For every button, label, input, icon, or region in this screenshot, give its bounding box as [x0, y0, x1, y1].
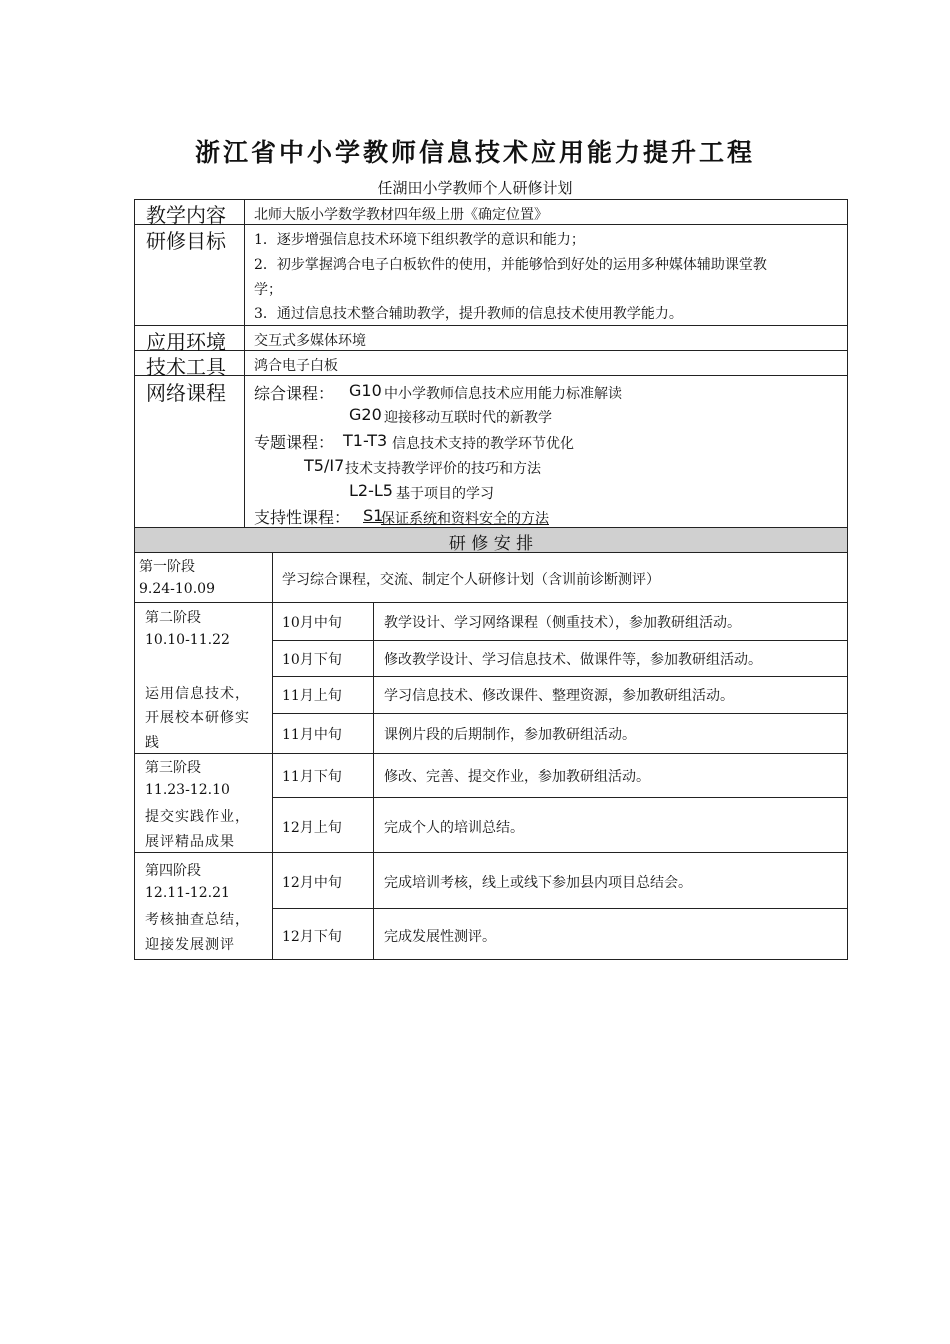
row-task: 修改教学设计、学习信息技术、做课件等，参加教研组活动。	[384, 652, 762, 668]
goal-item: 1．逐步增强信息技术环境下组织教学的意识和能力；	[254, 232, 585, 248]
document-subtitle: 任湖田小学教师个人研修计划	[377, 179, 573, 197]
stage-desc: 开展校本研修实	[145, 710, 250, 726]
course-code: T1-T3	[343, 431, 388, 450]
course-code: S1	[363, 506, 384, 525]
schedule-header: 研 修 安 排	[448, 534, 534, 554]
row-task: 教学设计、学习网络课程（侧重技术），参加教研组活动。	[384, 615, 741, 631]
goal-item: 2．初步掌握鸿合电子白板软件的使用，并能够恰到好处的运用多种媒体辅助课堂教	[254, 257, 767, 273]
stage-name: 第一阶段	[139, 559, 195, 575]
document-title: 浙江省中小学教师信息技术应用能力提升工程	[194, 138, 755, 167]
stage-dates: 11.23-12.10	[145, 782, 230, 798]
row-divider	[135, 602, 847, 603]
comprehensive-label: 综合课程：	[254, 384, 335, 403]
row-divider	[272, 713, 847, 714]
column-divider	[373, 602, 374, 959]
stage-name: 第二阶段	[145, 610, 201, 626]
row-divider	[272, 797, 847, 798]
course-title: 中小学教师信息技术应用能力标准解读	[384, 386, 622, 402]
course-title: 保证系统和资料安全的方法	[381, 511, 549, 527]
stage-name: 第四阶段	[145, 863, 201, 879]
stage-desc: 考核抽查总结，	[145, 912, 250, 928]
stage-desc: 迎接发展测评	[145, 937, 235, 953]
stage-desc: 展评精品成果	[145, 834, 235, 850]
row-divider	[135, 350, 847, 351]
goals-label: 研修目标	[146, 229, 226, 253]
course-code: L2-L5	[349, 481, 393, 500]
row-divider	[135, 375, 847, 376]
row-task: 完成个人的培训总结。	[384, 820, 524, 836]
stage-name: 第三阶段	[145, 760, 201, 776]
row-period: 12月上旬	[282, 820, 342, 836]
content-value: 北师大版小学数学教材四年级上册《确定位置》	[254, 207, 548, 223]
row-period: 12月下旬	[282, 929, 342, 945]
column-divider	[272, 553, 273, 959]
course-title: 信息技术支持的教学环节优化	[392, 436, 574, 452]
course-code: T5/I7	[304, 456, 345, 475]
row-task: 完成发展性测评。	[384, 929, 496, 945]
row-period: 11月中旬	[282, 727, 342, 743]
row-period: 12月中旬	[282, 875, 342, 891]
row-period: 11月下旬	[282, 769, 342, 785]
support-label: 支持性课程：	[254, 508, 351, 527]
row-task: 学习信息技术、修改课件、整理资源，参加教研组活动。	[384, 688, 734, 704]
row-task: 修改、完善、提交作业，参加教研组活动。	[384, 769, 650, 785]
row-divider	[135, 325, 847, 326]
env-value: 交互式多媒体环境	[254, 333, 366, 349]
column-divider	[244, 200, 245, 527]
stage-desc: 提交实践作业，	[145, 809, 250, 825]
row-divider	[135, 852, 847, 853]
row-divider	[135, 224, 847, 225]
tool-value: 鸿合电子白板	[254, 358, 338, 374]
goal-item: 3．通过信息技术整合辅助教学，提升教师的信息技术使用教学能力。	[254, 306, 683, 322]
tool-label: 技术工具	[146, 355, 226, 379]
row-divider	[272, 640, 847, 641]
stage-desc: 运用信息技术，	[145, 686, 250, 702]
content-label: 教学内容	[146, 203, 226, 227]
row-period: 11月上旬	[282, 688, 342, 704]
row-period: 10月下旬	[282, 652, 342, 668]
stage-desc: 践	[145, 735, 159, 751]
stage-dates: 10.10-11.22	[145, 632, 230, 648]
row-task: 课例片段的后期制作，参加教研组活动。	[384, 727, 636, 743]
course-title: 迎接移动互联时代的新教学	[384, 410, 552, 426]
stage-task: 学习综合课程，交流、制定个人研修计划（含训前诊断测评）	[282, 572, 660, 588]
stage-dates: 9.24-10.09	[139, 581, 215, 597]
row-divider	[135, 753, 847, 754]
course-title: 基于项目的学习	[396, 486, 494, 502]
course-code: G10	[349, 381, 382, 400]
row-task: 完成培训考核，线上或线下参加县内项目总结会。	[384, 875, 692, 891]
row-divider	[272, 676, 847, 677]
env-label: 应用环境	[146, 330, 226, 354]
course-code: G20	[349, 405, 382, 424]
course-label: 网络课程	[146, 381, 226, 405]
row-period: 10月中旬	[282, 615, 342, 631]
row-divider	[272, 908, 847, 909]
goal-item: 学；	[254, 282, 282, 298]
stage-dates: 12.11-12.21	[145, 885, 230, 901]
topic-label: 专题课程：	[254, 433, 335, 452]
course-title: 技术支持教学评价的技巧和方法	[345, 461, 541, 477]
